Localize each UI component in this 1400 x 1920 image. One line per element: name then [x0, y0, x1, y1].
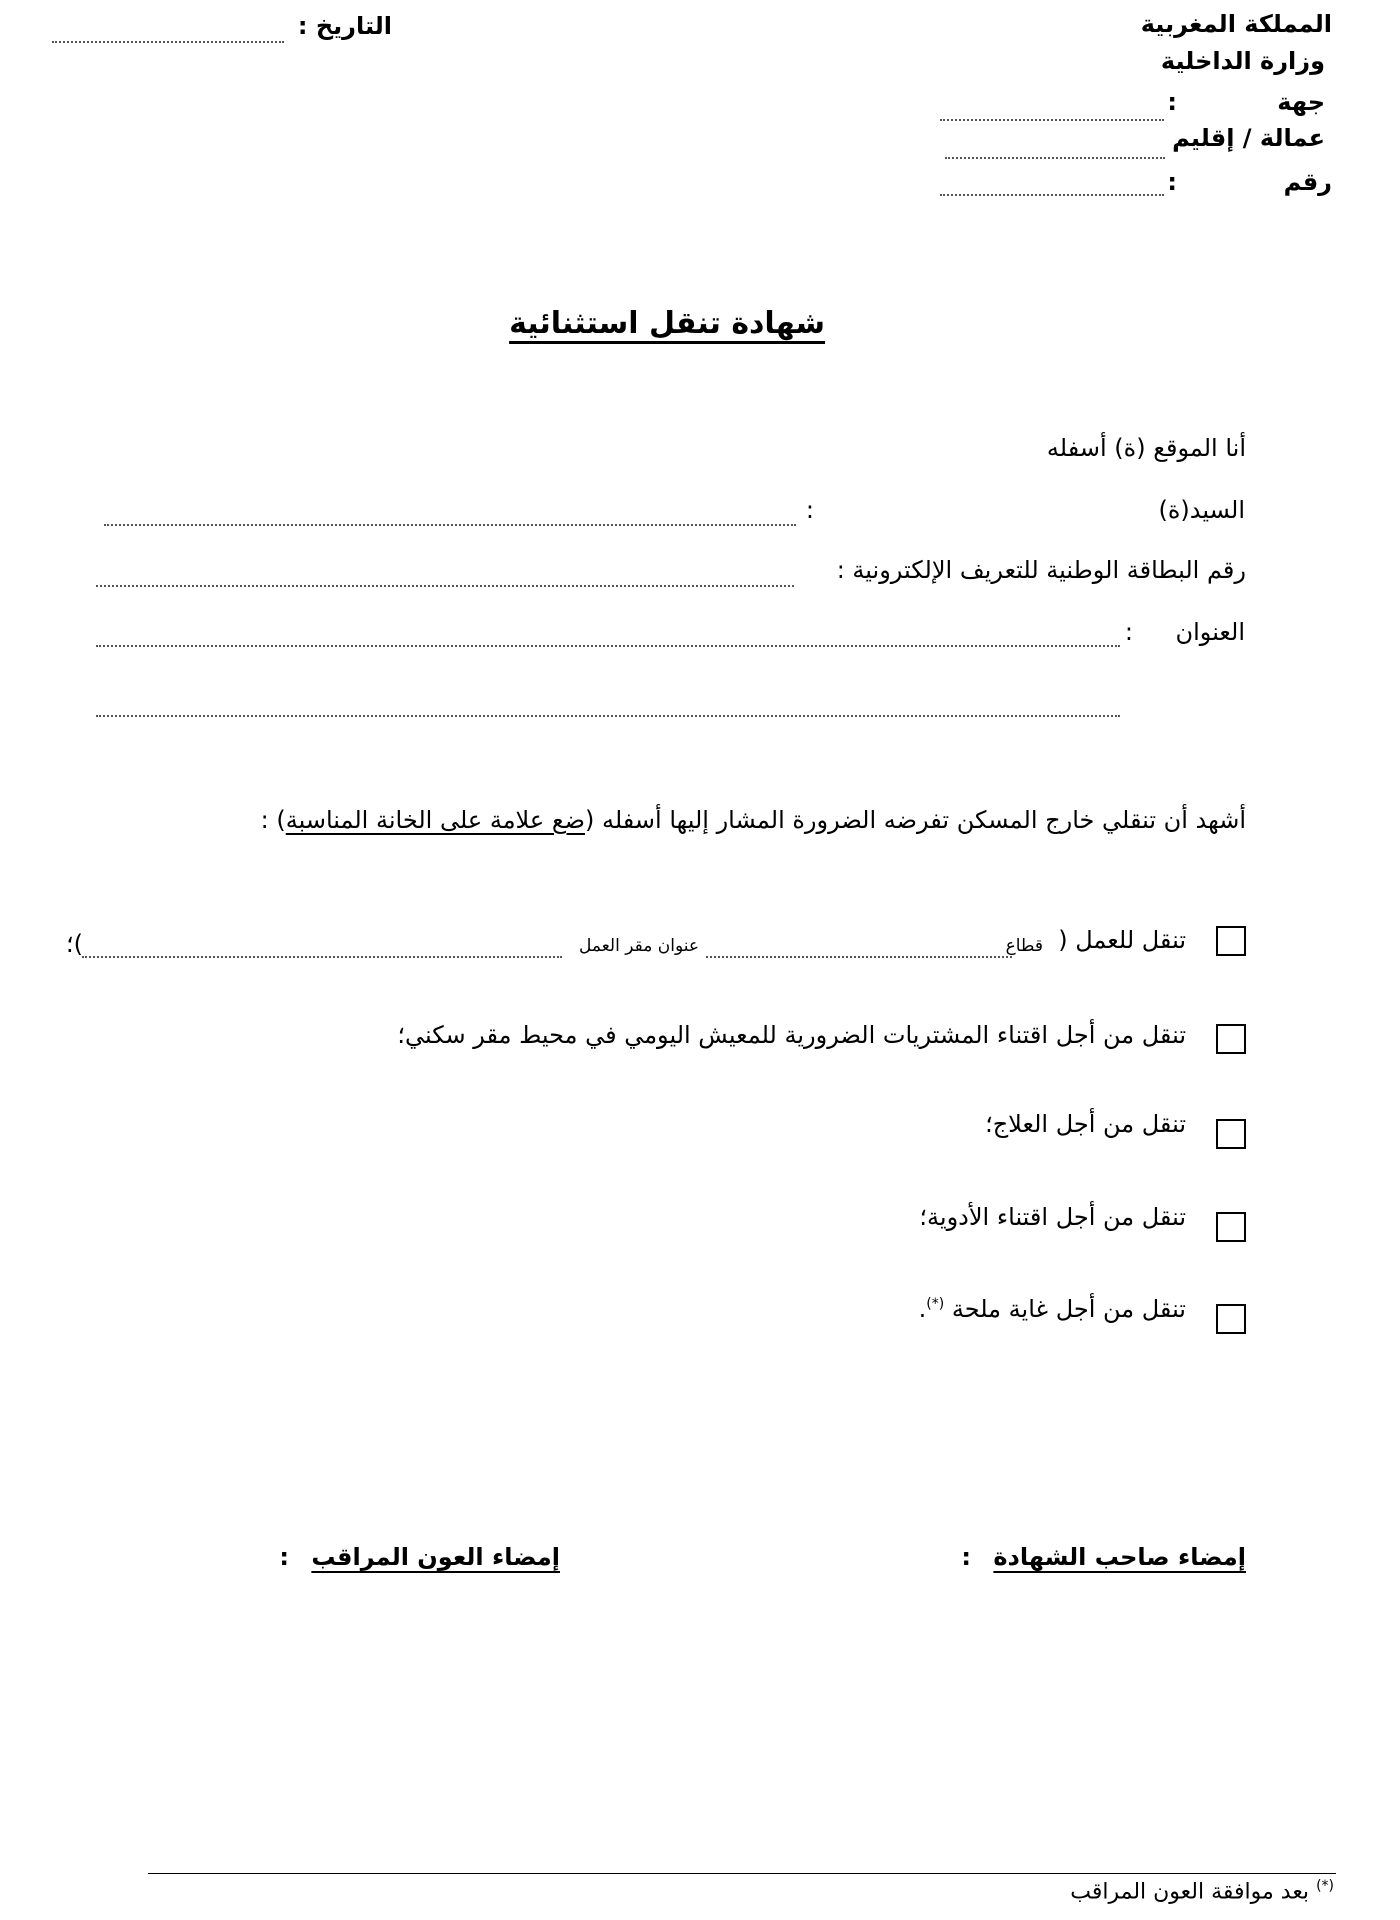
region-label: جهة — [1277, 88, 1325, 116]
declaration-text — [261, 806, 1246, 834]
document-title: شهادة تنقل استثنائية — [509, 306, 825, 341]
workplace-address-field[interactable] — [82, 956, 562, 958]
urgent-purpose-end: . — [918, 1295, 927, 1323]
medicine-option-label: تنقل من أجل اقتناء الأدوية؛ — [919, 1203, 1186, 1231]
agent-signature — [279, 1543, 560, 1571]
groceries-option-label: تنقل من أجل اقتناء المشتريات الضرورية للمعيش اليومي في محيط مقر سكني؛ — [397, 1021, 1186, 1049]
urgent-purpose-option — [919, 1295, 1186, 1323]
holder-signature — [961, 1543, 1246, 1571]
kingdom-name: المملكة المغربية — [1140, 10, 1332, 38]
id-card-field[interactable] — [96, 585, 794, 587]
region-colon: : — [1167, 88, 1177, 116]
holder-signature-colon: : — [961, 1543, 971, 1571]
number-label: رقم — [1283, 168, 1332, 196]
holder-signature-label: إمضاء صاحب الشهادة — [993, 1543, 1246, 1571]
number-colon: : — [1167, 168, 1177, 196]
urgent-purpose-label: تنقل من أجل غاية ملحة — [951, 1295, 1186, 1323]
work-option-end: )؛ — [66, 930, 83, 958]
groceries-checkbox[interactable] — [1216, 1024, 1246, 1054]
prefecture-label: عمالة / إقليم — [1172, 124, 1325, 152]
declaration-instruction: ضع علامة على الخانة المناسبة — [285, 806, 585, 834]
footnote-text: بعد موافقة العون المراقب — [1070, 1879, 1310, 1905]
ministry-name: وزارة الداخلية — [1160, 47, 1325, 75]
treatment-checkbox[interactable] — [1216, 1119, 1246, 1149]
address-colon: : — [1124, 618, 1133, 646]
id-card-label: رقم البطاقة الوطنية للتعريف الإلكترونية : — [836, 556, 1246, 584]
region-field[interactable] — [940, 119, 1164, 121]
declaration-suffix: ) : — [260, 806, 286, 834]
urgent-purpose-checkbox[interactable] — [1216, 1304, 1246, 1334]
treatment-option-label: تنقل من أجل العلاج؛ — [985, 1110, 1186, 1138]
name-field[interactable] — [104, 524, 796, 526]
prefecture-field[interactable] — [945, 157, 1165, 159]
agent-signature-colon: : — [279, 1543, 289, 1571]
date-field[interactable] — [52, 41, 284, 43]
footnote-marker: (*) — [1316, 1878, 1334, 1894]
work-checkbox[interactable] — [1216, 926, 1246, 956]
sector-field[interactable] — [706, 956, 1012, 958]
name-label: السيد(ة) — [1158, 496, 1245, 524]
name-colon: : — [805, 496, 814, 524]
signatory-intro: أنا الموقع (ة) أسفله — [1046, 434, 1246, 462]
workplace-address-label: عنوان مقر العمل — [579, 936, 699, 956]
work-option-label: تنقل للعمل ( — [1058, 926, 1186, 954]
address-label: العنوان — [1175, 618, 1245, 646]
agent-signature-label: إمضاء العون المراقب — [311, 1543, 560, 1571]
footnote — [1070, 1878, 1334, 1904]
address-field-line-1[interactable] — [96, 645, 1120, 647]
declaration-prefix: أشهد أن تنقلي خارج المسكن تفرضه الضرورة المشار إليها أسفله ( — [584, 806, 1246, 834]
medicine-checkbox[interactable] — [1216, 1212, 1246, 1242]
date-label: التاريخ : — [297, 12, 392, 40]
urgent-purpose-footnote-marker: (*) — [926, 1296, 945, 1312]
sector-label: قطاع — [1005, 936, 1043, 956]
footnote-divider — [148, 1873, 1336, 1874]
number-field[interactable] — [940, 194, 1164, 196]
address-field-line-2[interactable] — [96, 715, 1120, 717]
